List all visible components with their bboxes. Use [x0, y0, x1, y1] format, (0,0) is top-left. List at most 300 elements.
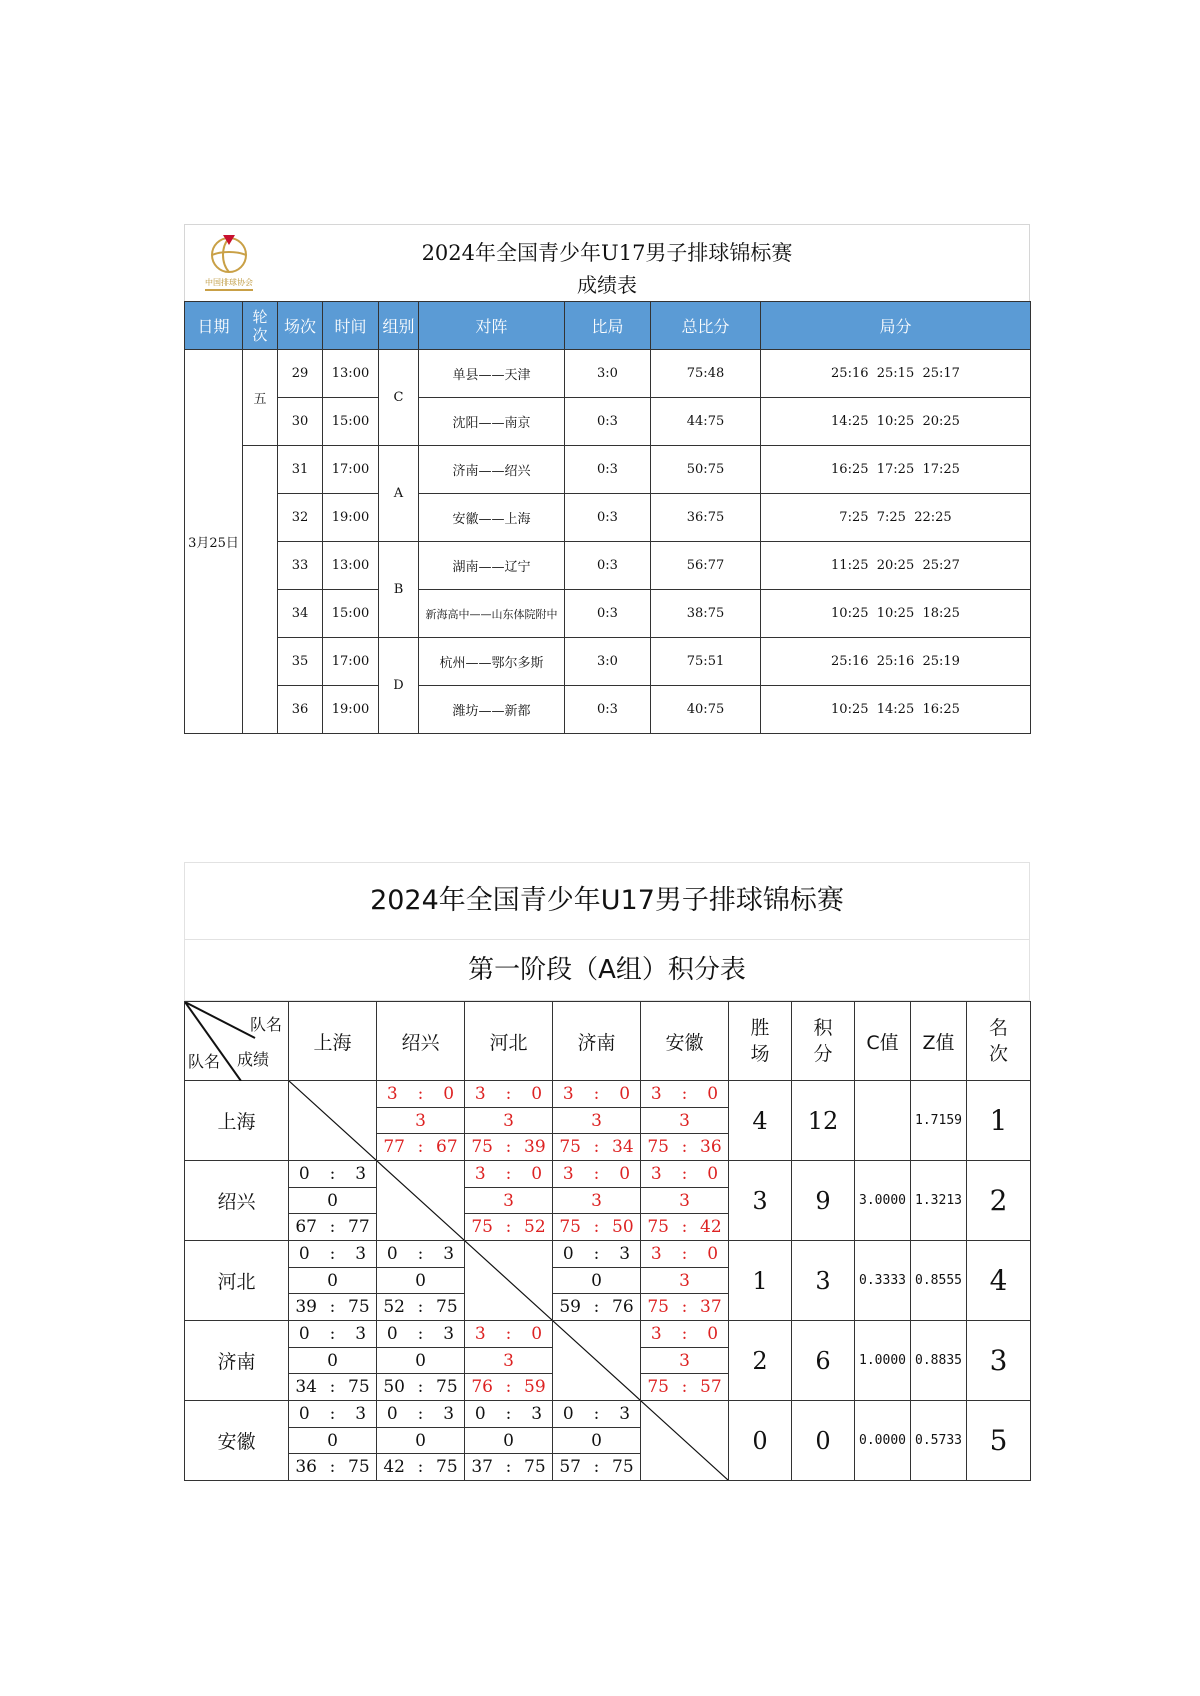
- score-against: 52: [524, 1217, 546, 1238]
- result-stack: [289, 1321, 376, 1400]
- match-result-cell: [641, 1161, 729, 1241]
- diagonal-line: [553, 1321, 640, 1400]
- corner-label-name: 队名: [188, 1052, 221, 1071]
- self-match-cell: [641, 1401, 729, 1481]
- match-sets: 3:0: [565, 638, 651, 686]
- sets-against: 3: [355, 1403, 367, 1424]
- sets-for: 3: [386, 1083, 398, 1104]
- sets-sep: :: [417, 1083, 424, 1104]
- col-team-3: 济南: [553, 1002, 641, 1081]
- z-value: 1.3213: [911, 1161, 967, 1241]
- sets-line: [377, 1321, 464, 1347]
- standings-table: [184, 1001, 1031, 1481]
- sets-line: [553, 1241, 640, 1267]
- score-sep: :: [417, 1297, 424, 1318]
- sets-for: 0: [386, 1403, 398, 1424]
- sets-for: 0: [298, 1403, 310, 1424]
- score-line: [553, 1293, 640, 1320]
- match-result-cell: [289, 1161, 377, 1241]
- match-points: 0: [377, 1267, 464, 1294]
- match-teams: 潍坊——新都: [419, 686, 565, 734]
- result-stack: [641, 1321, 728, 1400]
- score-for: 50: [383, 1377, 405, 1398]
- match-result-cell: [641, 1321, 729, 1401]
- col-set-scores: 局分: [761, 302, 1031, 350]
- sets-for: 3: [474, 1083, 486, 1104]
- sets-sep: :: [593, 1403, 600, 1424]
- score-for: 34: [295, 1377, 317, 1398]
- score-sep: :: [417, 1377, 424, 1398]
- match-sets: 0:3: [565, 686, 651, 734]
- match-no: 29: [278, 350, 323, 398]
- sets-for: 3: [562, 1083, 574, 1104]
- results-sheet: [184, 224, 1030, 734]
- col-round: 轮次: [243, 302, 278, 350]
- score-against: 75: [436, 1297, 458, 1318]
- result-stack: [289, 1401, 376, 1480]
- score-against: 57: [700, 1377, 722, 1398]
- match-result-cell: [289, 1321, 377, 1401]
- score-for: 37: [471, 1457, 493, 1478]
- table-row: [185, 446, 1031, 494]
- match-points: 3: [465, 1107, 552, 1134]
- score-for: 52: [383, 1297, 405, 1318]
- sets-line: [289, 1241, 376, 1267]
- result-stack: [377, 1081, 464, 1160]
- sets-against: 0: [531, 1083, 543, 1104]
- match-result-cell: [465, 1081, 553, 1161]
- match-teams: 安徽——上海: [419, 494, 565, 542]
- match-result-cell: [465, 1401, 553, 1481]
- result-stack: [641, 1081, 728, 1160]
- sets-against: 0: [443, 1083, 455, 1104]
- col-total: 总比分: [651, 302, 761, 350]
- sets-line: [289, 1161, 376, 1187]
- match-no: 34: [278, 590, 323, 638]
- score-for: 75: [559, 1217, 581, 1238]
- match-time: 15:00: [323, 590, 379, 638]
- score-against: 59: [524, 1377, 546, 1398]
- group-cell: A: [379, 446, 419, 542]
- score-sep: :: [681, 1377, 688, 1398]
- sets-against: 0: [531, 1163, 543, 1184]
- score-for: 75: [647, 1377, 669, 1398]
- match-time: 15:00: [323, 398, 379, 446]
- score-sep: :: [505, 1217, 512, 1238]
- score-against: 39: [524, 1137, 546, 1158]
- score-line: [553, 1133, 640, 1160]
- c-value: 1.0000: [855, 1321, 911, 1401]
- match-sets: 0:3: [565, 542, 651, 590]
- result-stack: [641, 1241, 728, 1320]
- result-stack: [553, 1081, 640, 1160]
- standings-row: [185, 1161, 1031, 1241]
- svg-text:中国排球协会: 中国排球协会: [205, 278, 253, 287]
- match-no: 36: [278, 686, 323, 734]
- sets-for: 0: [386, 1243, 398, 1264]
- score-for: 75: [647, 1217, 669, 1238]
- results-header: [184, 224, 1030, 301]
- score-line: [641, 1373, 728, 1400]
- sets-against: 0: [619, 1163, 631, 1184]
- match-time: 17:00: [323, 446, 379, 494]
- table-row: [185, 398, 1031, 446]
- c-value: [855, 1081, 911, 1161]
- table-row: [185, 350, 1031, 398]
- sets-line: [641, 1241, 728, 1267]
- match-no: 32: [278, 494, 323, 542]
- self-match-cell: [377, 1161, 465, 1241]
- match-no: 31: [278, 446, 323, 494]
- col-team-0: 上海: [289, 1002, 377, 1081]
- score-against: 75: [348, 1377, 370, 1398]
- result-stack: [641, 1161, 728, 1240]
- match-time: 13:00: [323, 542, 379, 590]
- result-stack: [289, 1241, 376, 1320]
- score-against: 37: [700, 1297, 722, 1318]
- match-no: 33: [278, 542, 323, 590]
- match-total: 75:48: [651, 350, 761, 398]
- result-stack: [289, 1161, 376, 1240]
- score-against: 75: [524, 1457, 546, 1478]
- points-total: 6: [792, 1321, 855, 1401]
- result-stack: [377, 1241, 464, 1320]
- rank-value: 2: [967, 1161, 1031, 1241]
- score-for: 75: [471, 1217, 493, 1238]
- points-total: 3: [792, 1241, 855, 1321]
- sets-against: 3: [443, 1323, 455, 1344]
- sets-for: 0: [562, 1243, 574, 1264]
- row-team-name: 济南: [185, 1321, 289, 1401]
- table-row: [185, 686, 1031, 734]
- sets-line: [377, 1401, 464, 1427]
- sets-for: 0: [386, 1323, 398, 1344]
- score-sep: :: [593, 1457, 600, 1478]
- score-sep: :: [329, 1457, 336, 1478]
- result-stack: [553, 1241, 640, 1320]
- sets-against: 3: [443, 1243, 455, 1264]
- col-time: 时间: [323, 302, 379, 350]
- sets-sep: :: [593, 1243, 600, 1264]
- col-team-2: 河北: [465, 1002, 553, 1081]
- match-sets: 0:3: [565, 398, 651, 446]
- match-set-scores: 25:16 25:16 25:19: [761, 638, 1031, 686]
- match-set-scores: 16:25 17:25 17:25: [761, 446, 1031, 494]
- score-sep: :: [329, 1377, 336, 1398]
- match-points: 0: [377, 1427, 464, 1454]
- standings-row: [185, 1321, 1031, 1401]
- corner-cell: [185, 1002, 289, 1081]
- score-line: [289, 1213, 376, 1240]
- score-line: [553, 1453, 640, 1480]
- match-result-cell: [465, 1161, 553, 1241]
- sets-line: [465, 1321, 552, 1347]
- table-row: [185, 638, 1031, 686]
- sets-sep: :: [505, 1323, 512, 1344]
- sets-for: 3: [474, 1163, 486, 1184]
- score-for: 75: [647, 1297, 669, 1318]
- col-team-1: 绍兴: [377, 1002, 465, 1081]
- match-result-cell: [377, 1241, 465, 1321]
- score-for: 42: [383, 1457, 405, 1478]
- diagonal-line: [377, 1161, 464, 1240]
- standings-row: [185, 1241, 1031, 1321]
- score-against: 75: [612, 1457, 634, 1478]
- c-value: 0.0000: [855, 1401, 911, 1481]
- match-total: 50:75: [651, 446, 761, 494]
- score-against: 75: [436, 1457, 458, 1478]
- result-stack: [465, 1161, 552, 1240]
- sets-against: 3: [443, 1403, 455, 1424]
- score-sep: :: [505, 1137, 512, 1158]
- score-line: [465, 1213, 552, 1240]
- score-line: [465, 1133, 552, 1160]
- sets-line: [553, 1161, 640, 1187]
- sets-against: 0: [707, 1083, 719, 1104]
- score-line: [377, 1293, 464, 1320]
- sets-sep: :: [593, 1163, 600, 1184]
- score-against: 76: [612, 1297, 634, 1318]
- match-points: 3: [641, 1267, 728, 1294]
- self-match-cell: [289, 1081, 377, 1161]
- score-sep: :: [593, 1137, 600, 1158]
- sets-for: 3: [650, 1323, 662, 1344]
- match-set-scores: 7:25 7:25 22:25: [761, 494, 1031, 542]
- col-group: 组别: [379, 302, 419, 350]
- match-time: 17:00: [323, 638, 379, 686]
- col-sets: 比局: [565, 302, 651, 350]
- sets-sep: :: [681, 1083, 688, 1104]
- match-points: 0: [289, 1187, 376, 1214]
- results-header-row: [185, 302, 1031, 350]
- results-subtitle: 成绩表: [577, 273, 637, 297]
- sets-sep: :: [417, 1323, 424, 1344]
- match-total: 75:51: [651, 638, 761, 686]
- sets-line: [465, 1401, 552, 1427]
- match-no: 30: [278, 398, 323, 446]
- result-stack: [377, 1401, 464, 1480]
- sets-line: [377, 1241, 464, 1267]
- match-time: 19:00: [323, 686, 379, 734]
- col-match-no: 场次: [278, 302, 323, 350]
- points-total: 0: [792, 1401, 855, 1481]
- score-against: 75: [348, 1297, 370, 1318]
- score-against: 36: [700, 1137, 722, 1158]
- match-teams: 单县——天津: [419, 350, 565, 398]
- sets-line: [465, 1081, 552, 1107]
- score-sep: :: [593, 1297, 600, 1318]
- match-points: 3: [465, 1347, 552, 1374]
- score-sep: :: [329, 1297, 336, 1318]
- sets-sep: :: [329, 1323, 336, 1344]
- score-line: [465, 1373, 552, 1400]
- match-set-scores: 10:25 10:25 18:25: [761, 590, 1031, 638]
- z-value: 0.8555: [911, 1241, 967, 1321]
- score-for: 75: [559, 1137, 581, 1158]
- match-points: 3: [377, 1107, 464, 1134]
- rank-value: 1: [967, 1081, 1031, 1161]
- self-match-cell: [465, 1241, 553, 1321]
- result-stack: [377, 1321, 464, 1400]
- wins-count: 1: [729, 1241, 792, 1321]
- diagonal-line: [465, 1241, 552, 1320]
- diagonal-line: [641, 1401, 728, 1480]
- score-line: [553, 1213, 640, 1240]
- match-points: 0: [289, 1347, 376, 1374]
- sets-sep: :: [505, 1163, 512, 1184]
- score-line: [289, 1373, 376, 1400]
- wins-count: 3: [729, 1161, 792, 1241]
- round-cell: 五: [243, 350, 278, 446]
- sets-for: 0: [562, 1403, 574, 1424]
- score-for: 39: [295, 1297, 317, 1318]
- sets-for: 3: [650, 1163, 662, 1184]
- match-points: 3: [641, 1107, 728, 1134]
- sets-sep: :: [329, 1163, 336, 1184]
- sets-against: 0: [707, 1323, 719, 1344]
- match-points: 3: [553, 1107, 640, 1134]
- match-teams: 沈阳——南京: [419, 398, 565, 446]
- match-result-cell: [377, 1401, 465, 1481]
- match-sets: 3:0: [565, 350, 651, 398]
- sets-against: 0: [619, 1083, 631, 1104]
- corner-label-result: 成绩: [237, 1050, 270, 1069]
- match-points: 0: [465, 1427, 552, 1454]
- match-result-cell: [553, 1241, 641, 1321]
- round-cell-empty: [243, 446, 278, 734]
- match-result-cell: [553, 1161, 641, 1241]
- sets-sep: :: [329, 1403, 336, 1424]
- sets-for: 3: [562, 1163, 574, 1184]
- match-points: 0: [289, 1427, 376, 1454]
- col-rank: 名次: [967, 1002, 1031, 1081]
- result-stack: [553, 1161, 640, 1240]
- sets-sep: :: [505, 1403, 512, 1424]
- match-sets: 0:3: [565, 446, 651, 494]
- col-wins: 胜场: [729, 1002, 792, 1081]
- match-total: 44:75: [651, 398, 761, 446]
- score-sep: :: [681, 1297, 688, 1318]
- group-cell: B: [379, 542, 419, 638]
- standings-header-row: [185, 1002, 1031, 1081]
- sets-sep: :: [681, 1323, 688, 1344]
- sets-against: 0: [531, 1323, 543, 1344]
- sets-against: 3: [355, 1163, 367, 1184]
- sets-sep: :: [417, 1403, 424, 1424]
- score-for: 57: [559, 1457, 581, 1478]
- standings-row: [185, 1401, 1031, 1481]
- table-row: [185, 494, 1031, 542]
- score-line: [465, 1453, 552, 1480]
- wins-count: 2: [729, 1321, 792, 1401]
- score-for: 76: [471, 1377, 493, 1398]
- score-against: 75: [348, 1457, 370, 1478]
- score-sep: :: [593, 1217, 600, 1238]
- score-sep: :: [505, 1457, 512, 1478]
- sets-line: [553, 1081, 640, 1107]
- match-result-cell: [553, 1081, 641, 1161]
- sets-line: [553, 1401, 640, 1427]
- sets-line: [641, 1321, 728, 1347]
- sets-against: 3: [531, 1403, 543, 1424]
- result-stack: [553, 1401, 640, 1480]
- sets-sep: :: [681, 1163, 688, 1184]
- sets-sep: :: [593, 1083, 600, 1104]
- sets-line: [465, 1161, 552, 1187]
- match-sets: 0:3: [565, 494, 651, 542]
- sets-line: [289, 1401, 376, 1427]
- score-for: 67: [295, 1217, 317, 1238]
- score-against: 77: [348, 1217, 370, 1238]
- match-set-scores: 25:16 25:15 25:17: [761, 350, 1031, 398]
- points-total: 9: [792, 1161, 855, 1241]
- score-for: 75: [471, 1137, 493, 1158]
- match-teams: 济南——绍兴: [419, 446, 565, 494]
- match-points: 3: [465, 1187, 552, 1214]
- sets-sep: :: [329, 1243, 336, 1264]
- wins-count: 0: [729, 1401, 792, 1481]
- row-team-name: 河北: [185, 1241, 289, 1321]
- match-set-scores: 11:25 20:25 25:27: [761, 542, 1031, 590]
- standings-sheet: [184, 862, 1030, 1481]
- group-cell: D: [379, 638, 419, 734]
- sets-for: 0: [298, 1323, 310, 1344]
- result-stack: [465, 1081, 552, 1160]
- col-team-4: 安徽: [641, 1002, 729, 1081]
- table-row: [185, 542, 1031, 590]
- score-line: [641, 1133, 728, 1160]
- sets-for: 0: [474, 1403, 486, 1424]
- score-sep: :: [681, 1137, 688, 1158]
- score-for: 77: [383, 1137, 405, 1158]
- sets-against: 3: [619, 1403, 631, 1424]
- rank-value: 3: [967, 1321, 1031, 1401]
- z-value: 0.5733: [911, 1401, 967, 1481]
- score-against: 67: [436, 1137, 458, 1158]
- sets-for: 3: [650, 1243, 662, 1264]
- match-points: 0: [553, 1267, 640, 1294]
- row-team-name: 上海: [185, 1081, 289, 1161]
- match-time: 19:00: [323, 494, 379, 542]
- sets-against: 3: [355, 1243, 367, 1264]
- match-result-cell: [377, 1321, 465, 1401]
- score-for: 75: [647, 1137, 669, 1158]
- self-match-cell: [553, 1321, 641, 1401]
- match-no: 35: [278, 638, 323, 686]
- result-stack: [465, 1401, 552, 1480]
- col-z-value: Z值: [911, 1002, 967, 1081]
- match-result-cell: [641, 1081, 729, 1161]
- sets-against: 3: [355, 1323, 367, 1344]
- match-points: 0: [377, 1347, 464, 1374]
- score-line: [377, 1453, 464, 1480]
- col-match: 对阵: [419, 302, 565, 350]
- match-result-cell: [465, 1321, 553, 1401]
- score-line: [641, 1293, 728, 1320]
- score-for: 36: [295, 1457, 317, 1478]
- group-cell: C: [379, 350, 419, 446]
- score-against: 34: [612, 1137, 634, 1158]
- match-teams: 杭州——鄂尔多斯: [419, 638, 565, 686]
- col-date: 日期: [185, 302, 243, 350]
- sets-for: 0: [298, 1243, 310, 1264]
- standings-subtitle: 第一阶段（A组）积分表: [184, 939, 1030, 1001]
- col-points: 积分: [792, 1002, 855, 1081]
- date-cell: 3月25日: [185, 350, 243, 734]
- wins-count: 4: [729, 1081, 792, 1161]
- c-value: 0.3333: [855, 1241, 911, 1321]
- match-points: 0: [289, 1267, 376, 1294]
